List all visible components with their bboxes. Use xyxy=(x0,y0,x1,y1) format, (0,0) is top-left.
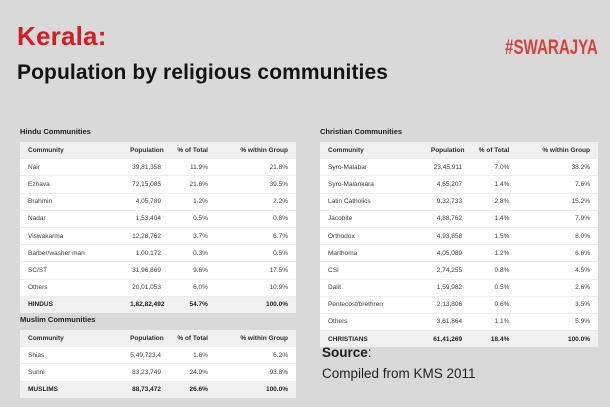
community-cell: Shias xyxy=(20,347,122,364)
value-cell: 4,05,789 xyxy=(122,193,169,210)
column-header: Population xyxy=(423,142,470,159)
source-label-bold: Source xyxy=(322,345,368,360)
value-cell: 0.8% xyxy=(216,210,296,227)
value-cell: 3.5% xyxy=(517,296,598,313)
value-cell: 72,15,085 xyxy=(122,176,169,193)
column-header: Community xyxy=(20,142,122,159)
table-row xyxy=(320,193,598,210)
table-row xyxy=(20,159,296,176)
value-cell: 9.6% xyxy=(169,262,216,279)
value-cell: 2.8% xyxy=(470,193,517,210)
value-cell: 5,49,723.4 xyxy=(122,347,169,364)
value-cell: 4,05,089 xyxy=(423,245,470,262)
value-cell: 0.8% xyxy=(470,262,517,279)
total-cell: 61,41,269 xyxy=(423,331,470,348)
table-row xyxy=(20,176,296,193)
value-cell: 83,23,749 xyxy=(122,364,169,381)
value-cell: 7.6% xyxy=(517,176,598,193)
table-row xyxy=(320,227,598,244)
hindu-communities-section xyxy=(20,127,296,313)
christian-communities-section xyxy=(320,127,598,347)
value-cell: 1.5% xyxy=(470,227,517,244)
value-cell: 39,81,358 xyxy=(122,159,169,176)
table-row xyxy=(20,364,296,381)
header-row xyxy=(20,330,296,347)
table-row xyxy=(320,296,598,313)
hindu-communities-table xyxy=(20,142,296,313)
column-header: Community xyxy=(20,330,122,347)
community-cell: Latin Catholics xyxy=(320,193,423,210)
value-cell: 4,93,858 xyxy=(423,227,470,244)
table-row xyxy=(20,279,296,296)
table-row xyxy=(320,313,598,330)
table-row xyxy=(320,279,598,296)
value-cell: 15.2% xyxy=(517,193,598,210)
community-cell: Nadar xyxy=(20,210,122,227)
community-cell: Orthodox xyxy=(320,227,423,244)
value-cell: 0.5% xyxy=(169,210,216,227)
value-cell: 6.2% xyxy=(216,347,296,364)
value-cell: 1,59,982 xyxy=(423,279,470,296)
community-cell: Dalit xyxy=(320,279,423,296)
value-cell: 17.5% xyxy=(216,262,296,279)
total-cell: 18.4% xyxy=(470,331,517,348)
community-cell: Nair xyxy=(20,159,122,176)
value-cell: 0.3% xyxy=(169,245,216,262)
swarajya-logo: #SWARAJYA xyxy=(505,36,598,59)
value-cell: 2.2% xyxy=(216,193,296,210)
total-row xyxy=(20,296,296,313)
community-cell: SC/ST xyxy=(20,262,122,279)
source-colon: : xyxy=(367,345,372,360)
value-cell: 6.6% xyxy=(517,245,598,262)
value-cell: 93.8% xyxy=(216,364,296,381)
value-cell: 1.6% xyxy=(169,347,216,364)
community-cell: Syro-Malankara xyxy=(320,176,423,193)
value-cell: 21.6% xyxy=(169,176,216,193)
column-header: Population xyxy=(122,142,169,159)
total-cell: CHRISTIANS xyxy=(320,331,423,348)
community-cell: Others xyxy=(20,279,122,296)
community-cell: Sunni xyxy=(20,364,122,381)
muslim-communities-section xyxy=(20,315,296,398)
total-cell: 54.7% xyxy=(169,296,216,313)
column-header: % within Group xyxy=(216,142,296,159)
value-cell: 23,45,911 xyxy=(423,159,470,176)
value-cell: 6.0% xyxy=(169,279,216,296)
community-cell: Jacobite xyxy=(320,210,423,227)
source-note xyxy=(322,345,476,381)
value-cell: 1.4% xyxy=(470,210,517,227)
value-cell: 5.9% xyxy=(517,313,598,330)
column-header: Community xyxy=(320,142,423,159)
table-row xyxy=(320,159,598,176)
table-row xyxy=(320,176,598,193)
value-cell: 1,00,172 xyxy=(122,245,169,262)
value-cell: 4,65,207 xyxy=(423,176,470,193)
value-cell: 1.4% xyxy=(470,176,517,193)
source-text: Compiled from KMS 2011 xyxy=(322,366,476,381)
column-header: % within Group xyxy=(216,330,296,347)
value-cell: 31,96,869 xyxy=(122,262,169,279)
header xyxy=(17,21,388,85)
value-cell: 1.2% xyxy=(169,193,216,210)
value-cell: 9,32,733 xyxy=(423,193,470,210)
community-cell: Others xyxy=(320,313,423,330)
table-row xyxy=(20,262,296,279)
community-cell: CSI xyxy=(320,262,423,279)
value-cell: 2.6% xyxy=(517,279,598,296)
value-cell: 1.1% xyxy=(470,313,517,330)
total-cell: 100.0% xyxy=(216,296,296,313)
column-header: % of Total xyxy=(470,142,517,159)
total-cell: 26.6% xyxy=(169,381,216,398)
value-cell: 0.5% xyxy=(470,279,517,296)
value-cell: 7.0% xyxy=(470,159,517,176)
section-title-christian: Christian Communities xyxy=(320,127,403,136)
value-cell: 0.6% xyxy=(470,296,517,313)
value-cell: 3,61,864 xyxy=(423,313,470,330)
table-row xyxy=(20,227,296,244)
value-cell: 10.9% xyxy=(216,279,296,296)
section-title-hindu: Hindu Communities xyxy=(20,127,91,136)
value-cell: 3.7% xyxy=(169,227,216,244)
page-title: Kerala: xyxy=(17,21,107,51)
column-header: Population xyxy=(122,330,169,347)
value-cell: 4.5% xyxy=(517,262,598,279)
header-row xyxy=(320,142,598,159)
value-cell: 38.2% xyxy=(517,159,598,176)
total-row xyxy=(20,381,296,398)
community-cell: Ezhava xyxy=(20,176,122,193)
page-subtitle: Population by religious communities xyxy=(17,61,389,84)
total-cell: MUSLIMS xyxy=(20,381,122,398)
muslim-communities-table xyxy=(20,330,296,398)
community-cell: Pentecost/brethren xyxy=(320,296,423,313)
column-header: % of Total xyxy=(169,142,216,159)
value-cell: 1,53,404 xyxy=(122,210,169,227)
value-cell: 4,88,762 xyxy=(423,210,470,227)
value-cell: 2,74,255 xyxy=(423,262,470,279)
value-cell: 24.9% xyxy=(169,364,216,381)
header-row xyxy=(20,142,296,159)
value-cell: 20,01,053 xyxy=(122,279,169,296)
value-cell: 6.7% xyxy=(216,227,296,244)
source-label xyxy=(322,345,476,360)
table-row xyxy=(320,245,598,262)
column-header: % within Group xyxy=(517,142,598,159)
table-row xyxy=(20,193,296,210)
value-cell: 12,28,762 xyxy=(122,227,169,244)
value-cell: 0.5% xyxy=(216,245,296,262)
section-title-muslim: Muslim Communities xyxy=(20,315,96,324)
value-cell: 2,13,806 xyxy=(423,296,470,313)
community-cell: Syro-Malabar xyxy=(320,159,423,176)
table-row xyxy=(20,245,296,262)
table-row xyxy=(20,347,296,364)
total-cell: 100.0% xyxy=(216,381,296,398)
community-cell: Marthoma xyxy=(320,245,423,262)
total-cell: 1,82,82,492 xyxy=(122,296,169,313)
community-cell: Viswakarma xyxy=(20,227,122,244)
value-cell: 39.5% xyxy=(216,176,296,193)
table-row xyxy=(320,262,598,279)
christian-communities-table xyxy=(320,142,598,347)
total-cell: 100.0% xyxy=(517,331,598,348)
column-header: % of Total xyxy=(169,330,216,347)
value-cell: 8.0% xyxy=(517,227,598,244)
community-cell: Barber/washer man xyxy=(20,245,122,262)
value-cell: 1.2% xyxy=(470,245,517,262)
value-cell: 11.9% xyxy=(169,159,216,176)
community-cell: Brahmin xyxy=(20,193,122,210)
table-row xyxy=(320,210,598,227)
total-cell: HINDUS xyxy=(20,296,122,313)
value-cell: 7.9% xyxy=(517,210,598,227)
value-cell: 21.8% xyxy=(216,159,296,176)
total-cell: 88,73,472 xyxy=(122,381,169,398)
table-row xyxy=(20,210,296,227)
